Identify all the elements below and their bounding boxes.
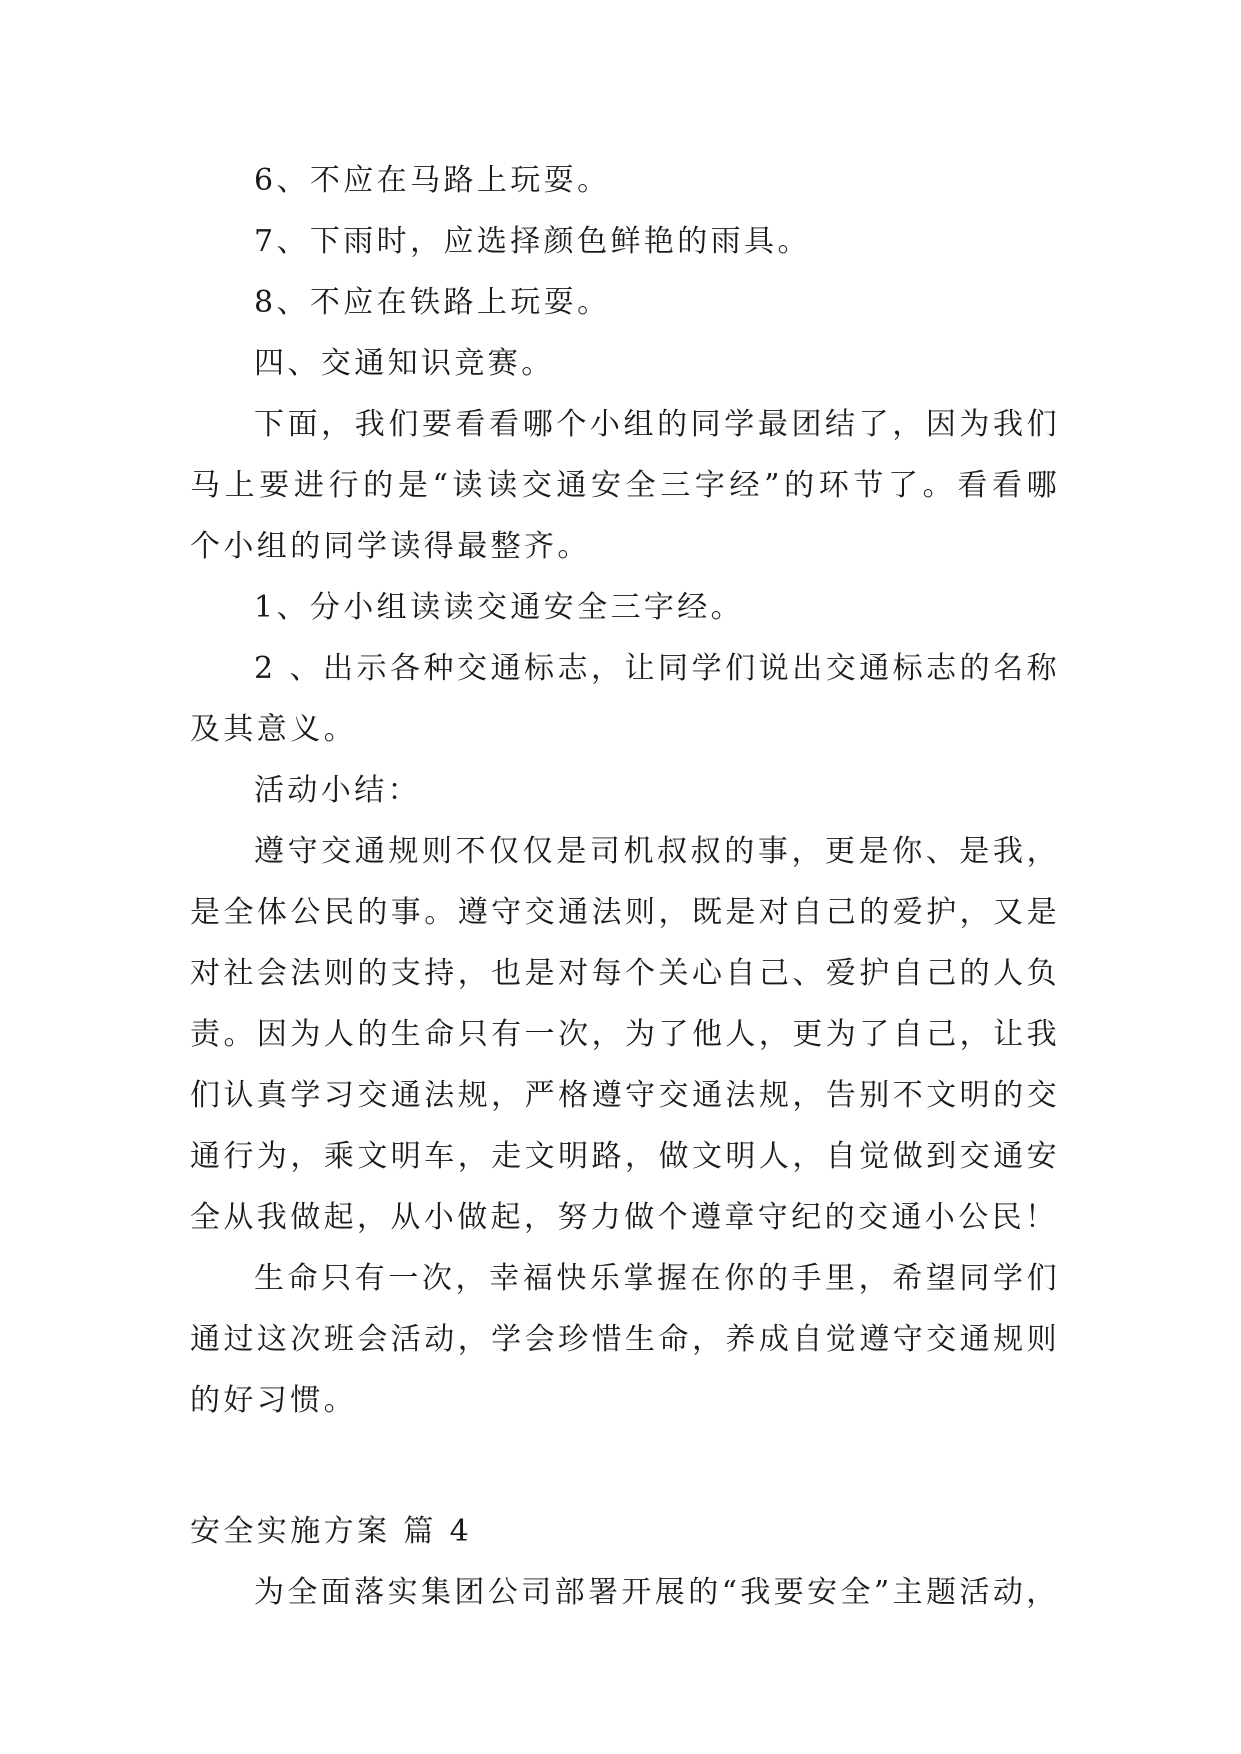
section-spacer: [190, 1431, 1060, 1501]
paragraph: 四、交通知识竞赛。: [254, 346, 555, 381]
paragraph: 7、下雨时，应选择颜色鲜艳的雨具。: [254, 224, 811, 259]
paragraph: 2 、出示各种交通标志，让同学们说出交通标志的名称及其意义。: [190, 651, 1060, 747]
paragraph: 下面，我们要看看哪个小组的同学最团结了，因为我们马上要进行的是“读读交通安全三字经”的环节了。看看哪个小组的同学读得最整齐。: [190, 407, 1060, 564]
paragraph: 8、不应在铁路上玩耍。: [254, 285, 611, 320]
paragraph: 为全面落实集团公司部署开展的“我要安全”主题活动，: [254, 1575, 1060, 1610]
paragraph: 6、不应在马路上玩耍。: [254, 163, 611, 198]
paragraph: 遵守交通规则不仅仅是司机叔叔的事，更是你、是我，是全体公民的事。遵守交通法则，既是对自己的爱护，又是对社会法则的支持，也是对每个关心自己、爱护自己的人负责。因为人的生命只有一次，为了他人，更为了自己，让我们认真学习交通法规，严格遵守交通法规，告别不文明的交通行为，乘文明车，走文明路，做文明人，自觉做到交通安全从我做起，从小做起，努力做个遵章守纪的交通小公民！: [190, 834, 1060, 1235]
paragraph: 1、分小组读读交通安全三字经。: [254, 590, 745, 625]
paragraph: 活动小结：: [254, 773, 421, 808]
paragraph: 生命只有一次，幸福快乐掌握在你的手里，希望同学们通过这次班会活动，学会珍惜生命，养成自觉遵守交通规则的好习惯。: [190, 1261, 1060, 1418]
section-heading: 安全实施方案 篇 4: [190, 1514, 473, 1549]
document-body: [190, 150, 1060, 1623]
